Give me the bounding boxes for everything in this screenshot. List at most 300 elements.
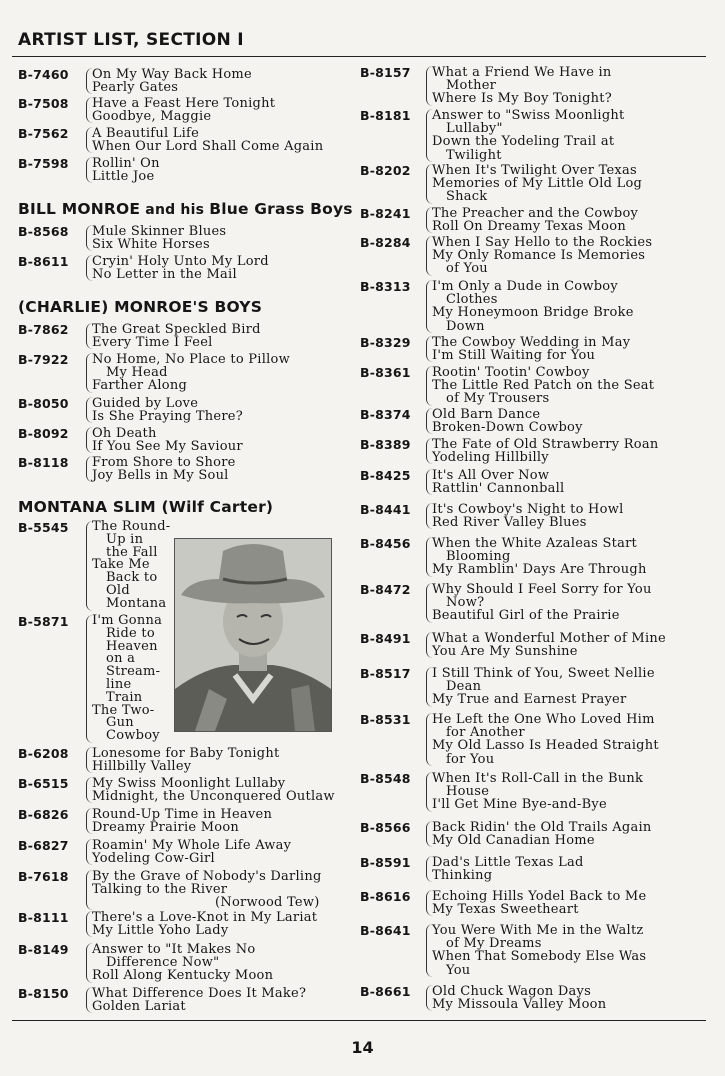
song-title-line: Rootin' Tootin' Cowboy	[432, 365, 590, 380]
song-title	[92, 969, 273, 982]
song-title-line: My Old Lasso Is Headed Straight	[432, 738, 659, 754]
song-pair	[86, 127, 323, 153]
catalog-entry	[360, 890, 646, 916]
song-title	[432, 998, 606, 1011]
song-title-line: Cryin' Holy Unto My Lord	[92, 254, 269, 269]
catalog-entry	[18, 397, 243, 423]
song-title	[432, 220, 638, 233]
song-title-line: Old Chuck Wagon Days	[432, 984, 592, 999]
catalog-entry	[360, 207, 638, 233]
song-title-continuation: Stream-	[106, 664, 161, 680]
catalog-number: B-8491	[360, 631, 411, 646]
catalog-entry	[18, 427, 243, 453]
song-title-line: Pearly Gates	[92, 80, 179, 96]
song-title	[432, 482, 564, 495]
song-title-line: I'm Gonna	[92, 613, 163, 628]
song-pair	[86, 225, 226, 251]
song-title	[92, 943, 273, 969]
song-title-line: Oh Death	[92, 426, 157, 441]
song-pair	[426, 713, 659, 766]
song-title-line: When the White Azaleas Start	[432, 536, 638, 551]
catalog-entry	[18, 225, 226, 251]
song-title-continuation: Down	[446, 318, 485, 334]
song-title-line: The Little Red Patch on the Seat	[432, 378, 655, 394]
song-title-line: Answer to "Swiss Moonlight	[432, 108, 625, 123]
song-pair	[86, 943, 273, 983]
song-title-line: Every Time I Feel	[92, 335, 213, 351]
catalog-entry	[360, 438, 658, 464]
catalog-number: B-8611	[18, 254, 69, 269]
song-title-line: Dad's Little Texas Lad	[432, 855, 584, 870]
song-pair	[426, 667, 655, 707]
song-title-line: Echoing Hills Yodel Back to Me	[432, 889, 647, 904]
song-title-continuation: on a	[106, 651, 136, 667]
song-title-line: I Still Think of You, Sweet Nellie	[432, 666, 655, 681]
song-title	[92, 852, 291, 865]
catalog-number: B-8517	[360, 666, 411, 681]
song-title-line: Roll Along Kentucky Moon	[92, 968, 274, 984]
catalog-number: B-7508	[18, 96, 69, 111]
song-pair	[426, 207, 638, 233]
catalog-number: B-8092	[18, 426, 69, 441]
song-title-line: Broken-Down Cowboy	[432, 420, 583, 436]
song-title-continuation: Montana	[106, 595, 167, 611]
song-pair	[86, 839, 291, 865]
song-pair	[86, 777, 335, 803]
artist-band: Blue Grass Boys	[209, 200, 353, 218]
song-title-line: The Fate of Old Strawberry Roan	[432, 437, 659, 452]
catalog-entry	[360, 821, 652, 847]
catalog-number: B-8149	[18, 942, 69, 957]
song-title-continuation: Train	[106, 689, 143, 705]
song-title-continuation: Dean	[446, 679, 482, 695]
song-pair	[86, 987, 306, 1013]
song-title-line: What a Friend We Have in	[432, 65, 612, 80]
song-title-line: When That Somebody Else Was	[432, 949, 647, 965]
page-title: ARTIST LIST, SECTION I	[18, 30, 244, 50]
song-title-line: Goodbye, Maggie	[92, 109, 212, 125]
song-title	[432, 903, 646, 916]
song-pair	[86, 615, 162, 743]
catalog-entry	[360, 667, 655, 707]
song-pair	[426, 109, 625, 162]
song-title	[92, 410, 243, 423]
song-title	[432, 306, 634, 332]
song-title-line: Round-Up Time in Heaven	[92, 807, 273, 822]
song-title-line: By the Grave of Nobody's Darling	[92, 869, 322, 884]
catalog-number: B-8456	[360, 536, 411, 551]
catalog-number: B-8241	[360, 206, 411, 221]
song-title-line: Beautiful Girl of the Prairie	[432, 608, 620, 624]
song-pair	[86, 427, 243, 453]
catalog-number: B-6827	[18, 838, 69, 853]
song-title	[432, 693, 655, 706]
catalog-number: B-6515	[18, 776, 69, 791]
catalog-entry	[360, 537, 647, 577]
song-title	[92, 336, 261, 349]
song-pair	[426, 164, 642, 204]
catalog-entry	[360, 713, 659, 766]
song-pair	[426, 408, 583, 434]
catalog-entry	[18, 353, 290, 393]
artist-credit: (Norwood Tew)	[215, 895, 320, 911]
catalog-entry	[18, 777, 335, 803]
song-title	[432, 950, 646, 976]
song-title	[432, 249, 652, 275]
song-title-continuation: Gun	[106, 715, 134, 731]
catalog-number: B-8616	[360, 889, 411, 904]
song-title-line: When It's Twilight Over Texas	[432, 163, 637, 178]
song-title	[92, 924, 317, 937]
song-title	[92, 559, 170, 610]
footer-rule	[12, 1020, 706, 1021]
catalog-number: B-8425	[360, 468, 411, 483]
song-title	[92, 1000, 306, 1013]
song-title-line: I'm Still Waiting for You	[432, 348, 596, 364]
song-title	[432, 537, 647, 563]
song-title	[432, 563, 647, 576]
song-pair	[426, 66, 612, 106]
song-title-continuation: Twilight	[446, 147, 502, 163]
catalog-number: B-8568	[18, 224, 69, 239]
song-pair	[426, 336, 630, 362]
catalog-entry	[18, 870, 322, 910]
catalog-number: B-8150	[18, 986, 69, 1001]
song-title	[432, 66, 612, 92]
song-title-continuation: for You	[446, 751, 495, 767]
song-title-line: My Little Yoho Lady	[92, 923, 229, 939]
song-title-line: My Texas Sweetheart	[432, 902, 579, 918]
artist-connector: and his	[140, 202, 210, 218]
song-pair	[426, 537, 647, 577]
song-title	[432, 516, 623, 529]
song-title	[432, 772, 643, 798]
song-title-continuation: Difference Now"	[106, 955, 220, 971]
catalog-entry	[360, 280, 634, 333]
song-title-continuation: My Head	[106, 365, 168, 381]
song-title	[432, 798, 643, 811]
song-title-line: My Only Romance Is Memories	[432, 248, 646, 264]
cowboy-portrait-icon	[175, 539, 331, 731]
song-title	[92, 140, 323, 153]
catalog-entry	[18, 127, 323, 153]
catalog-entry	[18, 68, 252, 94]
song-pair	[86, 456, 236, 482]
catalog-entry	[18, 747, 279, 773]
song-pair	[86, 255, 269, 281]
song-title-line: Little Joe	[92, 169, 155, 185]
song-title	[432, 739, 659, 765]
song-pair	[86, 323, 261, 349]
song-title-line: Memories of My Little Old Log	[432, 176, 643, 192]
catalog-number: B-7460	[18, 67, 69, 82]
song-title	[432, 280, 634, 306]
catalog-number: B-7598	[18, 156, 69, 171]
catalog-number: B-8181	[360, 108, 411, 123]
song-pair	[426, 985, 606, 1011]
song-title-line: No Letter in the Mail	[92, 267, 237, 283]
song-title-line: Take Me	[92, 557, 150, 573]
song-pair	[426, 280, 634, 333]
song-title	[92, 379, 290, 392]
song-title-line: A Beautiful Life	[92, 126, 200, 141]
catalog-number: B-8374	[360, 407, 411, 422]
artist-photo	[174, 538, 332, 732]
song-title-line: Answer to "It Makes No	[92, 942, 256, 957]
catalog-number: B-8661	[360, 984, 411, 999]
song-title-line: My Swiss Moonlight Lullaby	[92, 776, 286, 791]
catalog-entry	[18, 615, 162, 743]
song-title-line: I'll Get Mine Bye-and-Bye	[432, 797, 607, 813]
song-title-continuation: Up in	[106, 531, 144, 547]
catalog-number: B-6208	[18, 746, 69, 761]
song-title-line: Dreamy Prairie Moon	[92, 820, 240, 836]
song-pair	[426, 236, 652, 276]
song-title-line: From Shore to Shore	[92, 455, 236, 470]
catalog-number: B-8641	[360, 923, 411, 938]
song-title-continuation: of My Trousers	[446, 391, 550, 407]
song-pair	[426, 583, 652, 623]
song-title	[432, 177, 642, 203]
header-rule	[12, 56, 706, 57]
song-title	[432, 451, 658, 464]
catalog-entry	[360, 469, 564, 495]
song-title-continuation: Cowboy	[106, 728, 160, 744]
catalog-number: B-8548	[360, 771, 411, 786]
catalog-number: B-8157	[360, 65, 411, 80]
catalog-entry	[360, 503, 623, 529]
song-pair	[426, 772, 643, 812]
page-number: 14	[351, 1038, 374, 1057]
song-pair	[426, 469, 564, 495]
song-title-line: The Round-	[92, 519, 171, 534]
catalog-entry	[360, 66, 612, 106]
catalog-number: B-7922	[18, 352, 69, 367]
song-pair	[86, 68, 252, 94]
song-title	[432, 92, 612, 105]
catalog-number: B-6826	[18, 807, 69, 822]
catalog-entry	[18, 255, 269, 281]
catalog-number: B-8566	[360, 820, 411, 835]
catalog-number: B-8050	[18, 396, 69, 411]
catalog-number: B-8284	[360, 235, 411, 250]
song-title-line: The Cowboy Wedding in May	[432, 335, 631, 350]
song-title-line: I'm Only a Dude in Cowboy	[432, 279, 618, 294]
catalog-number: B-8441	[360, 502, 411, 517]
catalog-number: B-8111	[18, 910, 69, 925]
song-title	[92, 469, 236, 482]
song-title	[432, 609, 652, 622]
catalog-number: B-7562	[18, 126, 69, 141]
catalog-entry	[360, 366, 654, 406]
song-title	[432, 869, 584, 882]
song-title-line: Golden Lariat	[92, 999, 186, 1015]
song-title-line: What a Wonderful Mother of Mine	[432, 631, 666, 646]
song-title-line: Is She Praying There?	[92, 409, 243, 425]
catalog-number: B-7618	[18, 869, 69, 884]
song-title	[92, 615, 162, 705]
song-title-continuation: Back to	[106, 570, 158, 586]
song-pair	[86, 808, 272, 834]
song-title	[92, 238, 226, 251]
song-pair	[426, 366, 654, 406]
song-title-continuation: Clothes	[446, 292, 498, 308]
song-title-line: Old Barn Dance	[432, 407, 541, 422]
song-title-line: Red River Valley Blues	[432, 515, 587, 531]
song-title-continuation: of You	[446, 261, 488, 277]
song-title	[432, 583, 652, 609]
song-title	[92, 110, 275, 123]
song-title	[92, 821, 272, 834]
catalog-number: B-5545	[18, 520, 69, 535]
catalog-entry	[18, 943, 273, 983]
song-title-continuation: You	[446, 962, 471, 978]
song-pair	[86, 911, 317, 937]
song-title-continuation: the Fall	[106, 544, 158, 560]
song-title	[92, 790, 335, 803]
song-title-line: What Difference Does It Make?	[92, 986, 307, 1001]
artist-heading-bill-monroe	[18, 200, 353, 218]
song-title-continuation: Blooming	[446, 549, 511, 565]
song-title-line: You Were With Me in the Waltz	[432, 923, 644, 938]
catalog-entry	[360, 772, 643, 812]
song-pair	[86, 353, 290, 393]
song-title-line: Rattlin' Cannonball	[432, 481, 565, 497]
catalog-number: B-8472	[360, 582, 411, 597]
song-title-line: No Home, No Place to Pillow	[92, 352, 290, 367]
song-title-line: It's Cowboy's Night to Howl	[432, 502, 624, 517]
song-title-line: Have a Feast Here Tonight	[92, 96, 276, 111]
catalog-number: B-5871	[18, 614, 69, 629]
song-pair	[86, 521, 170, 611]
artist-name: BILL MONROE	[18, 200, 141, 218]
song-title-line: The Great Speckled Bird	[92, 322, 261, 337]
song-title-line: Midnight, the Unconquered Outlaw	[92, 789, 335, 805]
catalog-number: B-8591	[360, 855, 411, 870]
song-title-line: Roll On Dreamy Texas Moon	[432, 219, 626, 235]
catalog-entry	[360, 109, 625, 162]
catalog-number: B-8313	[360, 279, 411, 294]
song-title-line: Farther Along	[92, 378, 188, 394]
catalog-entry	[18, 808, 272, 834]
song-title-line: When I Say Hello to the Rockies	[432, 235, 653, 250]
song-title	[92, 760, 279, 773]
song-title	[92, 81, 252, 94]
catalog-number: B-8389	[360, 437, 411, 452]
catalog-number: B-8118	[18, 455, 69, 470]
song-title-line: The Preacher and the Cowboy	[432, 206, 639, 221]
catalog-entry	[360, 583, 652, 623]
song-title-line: If You See My Saviour	[92, 439, 243, 455]
catalog-entry	[360, 985, 606, 1011]
song-title	[432, 924, 646, 950]
song-title-line: He Left the One Who Loved Him	[432, 712, 655, 727]
song-pair	[426, 632, 666, 658]
song-title-line: My Ramblin' Days Are Through	[432, 562, 647, 578]
song-title-continuation: House	[446, 784, 490, 800]
song-title-line: You Are My Sunshine	[432, 644, 578, 660]
song-title-line: Roamin' My Whole Life Away	[92, 838, 292, 853]
song-title-line: It's All Over Now	[432, 468, 550, 483]
song-title	[432, 421, 583, 434]
catalog-entry	[18, 157, 160, 183]
catalog-number: B-8531	[360, 712, 411, 727]
song-title-line: The Two-	[92, 702, 155, 718]
song-title-line: Yodeling Cow-Girl	[92, 851, 215, 867]
song-title-line: My True and Earnest Prayer	[432, 692, 627, 708]
song-title-line: Down the Yodeling Trail at	[432, 134, 615, 150]
song-title-continuation: Heaven	[106, 638, 158, 654]
song-title	[432, 713, 659, 739]
catalog-entry	[360, 924, 646, 977]
catalog-number: B-8361	[360, 365, 411, 380]
song-title-line: When It's Roll-Call in the Bunk	[432, 771, 644, 786]
song-title-line: Six White Horses	[92, 237, 210, 253]
song-title-line: Hillbilly Valley	[92, 759, 192, 775]
song-title-continuation: Now?	[446, 595, 485, 611]
song-title-line: Lonesome for Baby Tonight	[92, 746, 280, 761]
catalog-number: B-8202	[360, 163, 411, 178]
song-title	[432, 379, 654, 405]
song-title-line: My Missoula Valley Moon	[432, 997, 607, 1013]
song-title	[92, 702, 162, 744]
song-pair	[426, 821, 652, 847]
song-title-line: Back Ridin' the Old Trails Again	[432, 820, 652, 835]
song-pair	[426, 924, 646, 977]
song-title-line: There's a Love-Knot in My Lariat	[92, 910, 318, 925]
song-title	[92, 353, 290, 379]
catalog-entry	[360, 164, 642, 204]
song-title-line: Mule Skinner Blues	[92, 224, 227, 239]
catalog-entry	[18, 323, 261, 349]
artist-heading-montana-slim: MONTANA SLIM (Wilf Carter)	[18, 498, 274, 516]
song-title-continuation: Ride to	[106, 625, 155, 641]
catalog-entry	[360, 236, 652, 276]
catalog-entry	[18, 987, 306, 1013]
song-title-continuation: Old	[106, 582, 130, 598]
catalog-entry	[360, 408, 583, 434]
song-title-continuation: of My Dreams	[446, 936, 542, 952]
song-pair	[86, 97, 275, 123]
song-pair	[426, 503, 623, 529]
song-title-line: Where Is My Boy Tonight?	[432, 91, 612, 107]
song-pair	[86, 747, 279, 773]
song-title-line: My Old Canadian Home	[432, 833, 595, 849]
song-title-line: Rollin' On	[92, 156, 160, 171]
song-title	[92, 440, 243, 453]
song-title	[432, 645, 666, 658]
song-pair	[426, 438, 658, 464]
catalog-number: B-7862	[18, 322, 69, 337]
catalog-entry	[360, 856, 584, 882]
song-title	[432, 109, 625, 135]
song-pair	[86, 397, 243, 423]
song-title-line: Talking to the River	[92, 882, 228, 898]
song-title-line: Joy Bells in My Soul	[92, 468, 229, 484]
song-title-continuation: line	[106, 676, 132, 692]
song-title-line: Thinking	[432, 868, 493, 884]
catalog-entry	[18, 97, 275, 123]
song-title-continuation: Lullaby"	[446, 121, 503, 137]
song-title	[92, 170, 160, 183]
song-title	[92, 521, 170, 559]
song-title-line: On My Way Back Home	[92, 67, 252, 82]
catalog-number: B-8329	[360, 335, 411, 350]
catalog-entry	[360, 336, 630, 362]
song-title	[432, 667, 655, 693]
song-pair	[426, 890, 646, 916]
song-title	[432, 349, 630, 362]
